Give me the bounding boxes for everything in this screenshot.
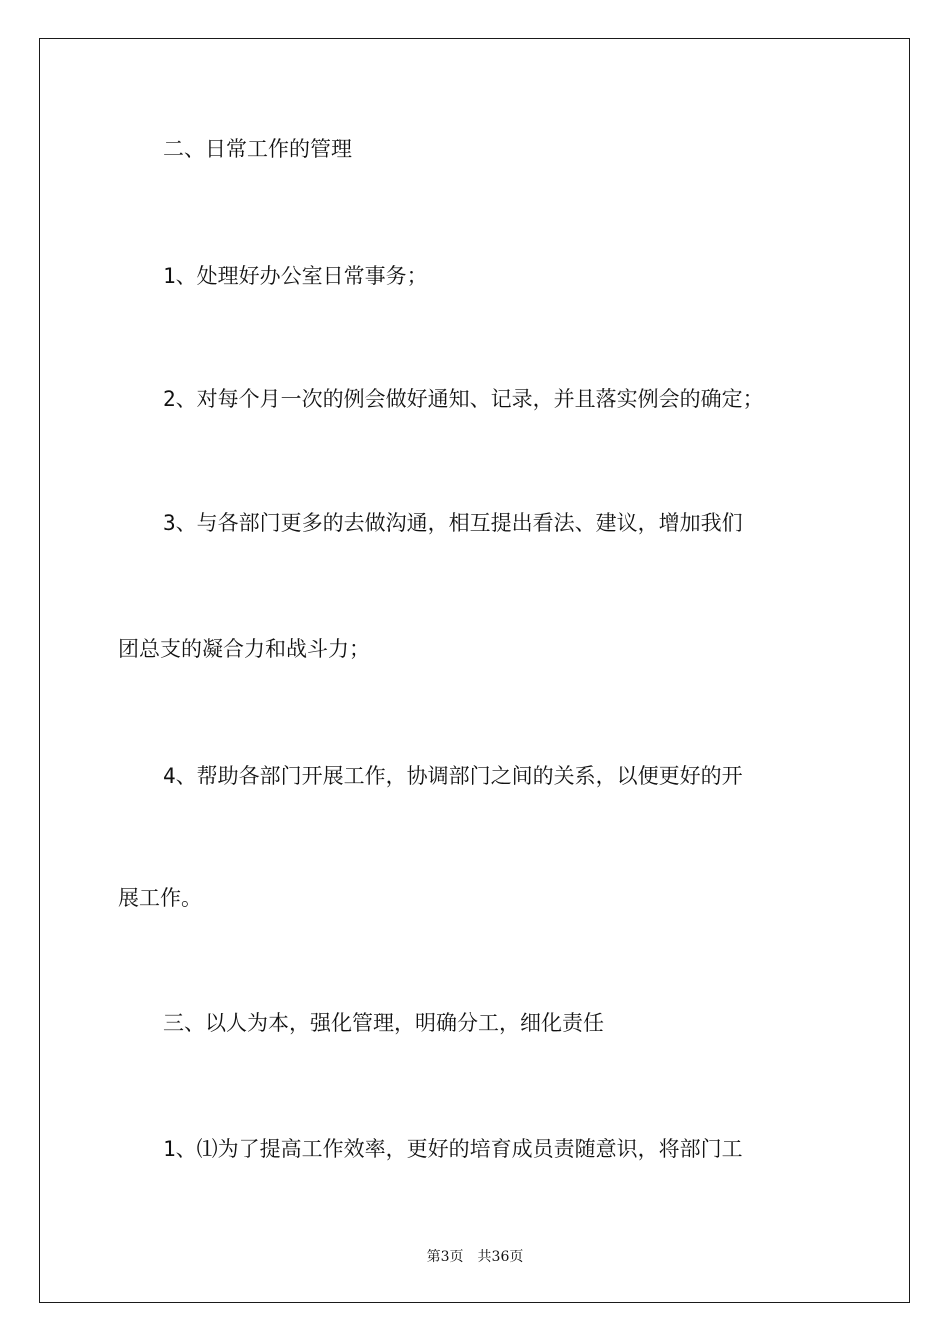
page-border	[39, 38, 910, 1303]
paragraph-line: 1、处理好办公室日常事务；	[163, 264, 428, 288]
paragraph-line: 展工作。	[118, 886, 202, 910]
section-heading: 三、以人为本，强化管理，明确分工，细化责任	[163, 1011, 604, 1035]
paragraph-line: 3、与各部门更多的去做沟通，相互提出看法、建议，增加我们	[163, 511, 743, 535]
section-heading: 二、日常工作的管理	[163, 137, 352, 161]
paragraph-line: 1、⑴为了提高工作效率，更好的培育成员责随意识，将部门工	[163, 1137, 743, 1161]
paragraph-line: 2、对每个月一次的例会做好通知、记录，并且落实例会的确定；	[163, 387, 764, 411]
page-number: 第3页 共36页	[426, 1249, 524, 1265]
paragraph-line: 4、帮助各部门开展工作，协调部门之间的关系，以便更好的开	[163, 764, 743, 788]
paragraph-line: 团总支的凝合力和战斗力；	[118, 637, 370, 661]
